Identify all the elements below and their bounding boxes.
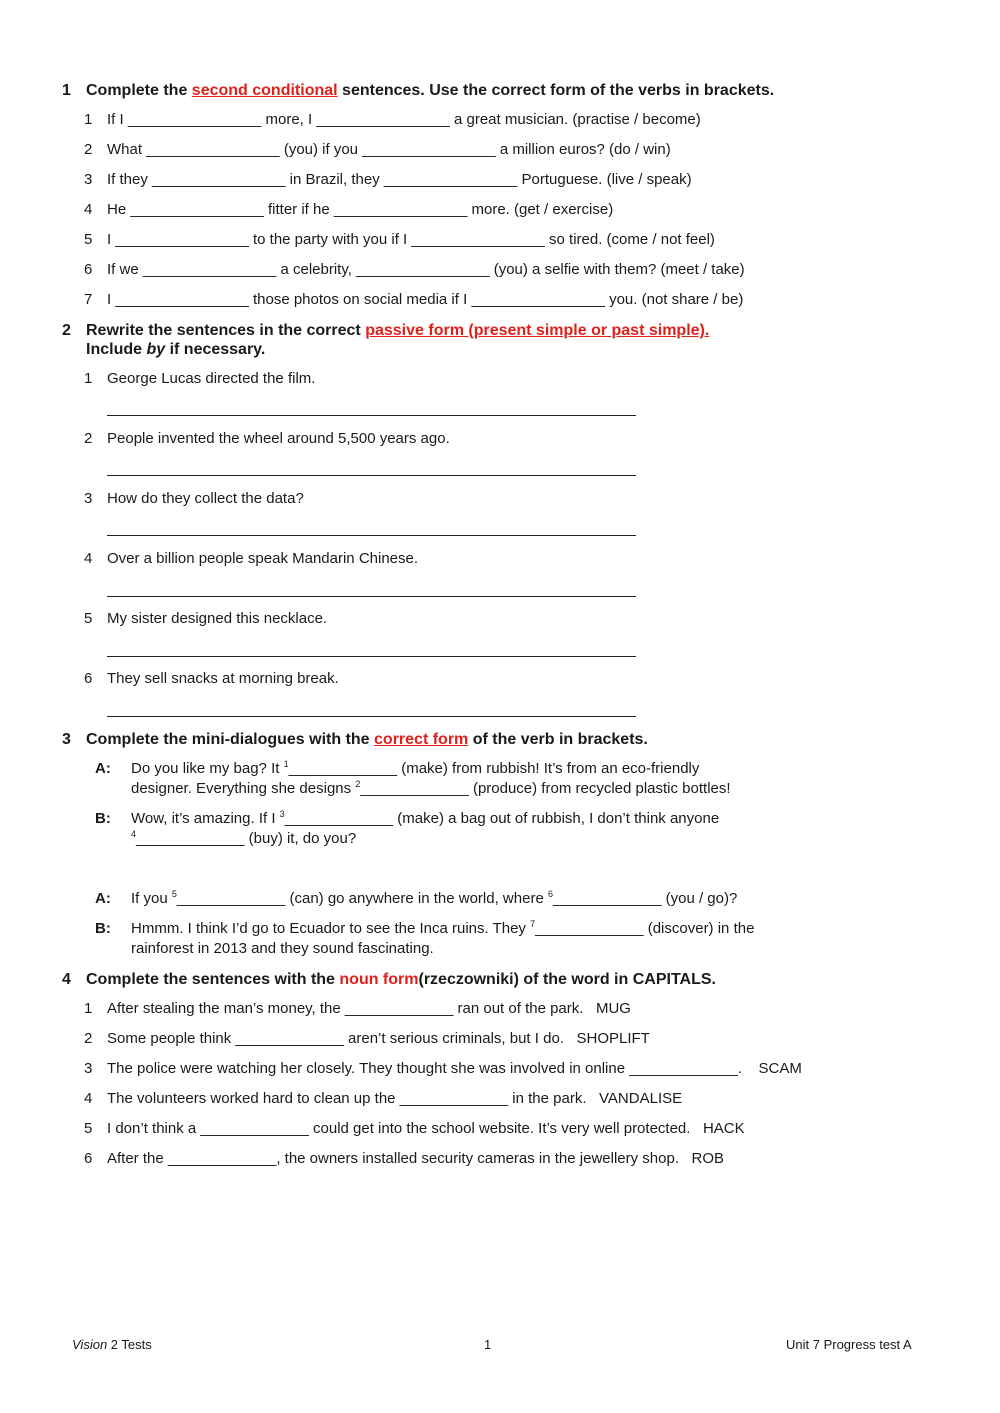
section-2-title [86, 322, 709, 340]
s4-item-text: After stealing the man’s money, the _____________ ran out of the park. [107, 1000, 584, 1017]
dialogue-line [131, 780, 731, 797]
s4-capital-word: SHOPLIFT [576, 1030, 650, 1047]
answer-line[interactable] [107, 656, 636, 657]
footer-series-name: Vision [72, 1337, 108, 1352]
dialogue-text: Hmmm. I think I’d go to Ecuador to see the Inca ruins. They [131, 920, 531, 937]
dialogue-text: _____________ (make) a bag out of rubbish, I don’t think anyone [284, 810, 720, 827]
dialogue-text: Do you like my bag? It [131, 760, 284, 777]
section-4-number: 4 [62, 971, 71, 988]
s4-item-text: The volunteers worked hard to clean up the _____________ in the park. [107, 1090, 587, 1107]
section-1-title [86, 82, 774, 100]
dialogue-line [131, 920, 754, 937]
section-1-number: 1 [62, 82, 71, 99]
dialogue-line [131, 810, 719, 827]
s4-item-number: 5 [84, 1120, 93, 1137]
gap-number: 2 [355, 779, 361, 789]
s2-item-number: 4 [84, 550, 93, 567]
section-2-title-highlight: passive form (present simple or past simple). [365, 322, 710, 339]
s2-item-text: They sell snacks at morning break. [107, 670, 339, 687]
s2-item-text: My sister designed this necklace. [107, 610, 328, 627]
dialogue-text: _____________ (buy) it, do you? [136, 830, 357, 847]
section-3-number: 3 [62, 731, 71, 748]
s4-capital-word: ROB [691, 1150, 725, 1167]
s2-item-text: People invented the wheel around 5,500 years ago. [107, 430, 450, 447]
answer-line[interactable] [107, 415, 636, 416]
dialogue-text: _____________ (you / go)? [552, 890, 738, 907]
s1-item-text: If they ________________ in Brazil, they ________________ Portuguese. (live / speak) [107, 171, 692, 188]
section-2-title-pre: Rewrite the sentences in the correct [86, 322, 366, 339]
footer-series-rest: 2 Tests [107, 1337, 152, 1352]
s2-item-text: Over a billion people speak Mandarin Chinese. [107, 550, 419, 567]
gap-number: 5 [171, 889, 177, 899]
dialogue-text: _____________ (make) from rubbish! It’s from an eco-friendly [288, 760, 700, 777]
section-1-title-post: sentences. Use the correct form of the verbs in brackets. [337, 82, 775, 99]
s2-item-text: How do they collect the data? [107, 490, 304, 507]
s1-item-number: 6 [84, 261, 93, 278]
dialogue-line: rainforest in 2013 and they sound fascinating. [131, 940, 434, 957]
s4-item [107, 1120, 745, 1137]
s2-item-number: 5 [84, 610, 93, 627]
s1-item-number: 2 [84, 141, 93, 158]
gap-number: 3 [279, 809, 285, 819]
section-1-title-pre: Complete the [86, 82, 192, 99]
section-2-title-line2-post: if necessary. [165, 341, 266, 358]
section-4-title-highlight: noun form [339, 971, 419, 988]
speaker-a-label: A: [95, 890, 111, 907]
dialogue-text: designer. Everything she designs [131, 780, 356, 797]
s1-item-number: 3 [84, 171, 93, 188]
s4-item [107, 1090, 682, 1107]
dialogue-text: _____________ (produce) from recycled plastic bottles! [360, 780, 731, 797]
s1-item-text: If we ________________ a celebrity, ________________ (you) a selfie with them? (meet / take) [107, 261, 745, 278]
dialogue-line [131, 760, 699, 777]
speaker-b-label: B: [95, 810, 111, 827]
section-3-title-highlight: correct form [374, 731, 469, 748]
s1-item-text: What ________________ (you) if you ________________ a million euros? (do / win) [107, 141, 671, 158]
s4-item-text: After the _____________, the owners installed security cameras in the jewellery shop. [107, 1150, 679, 1167]
section-3-title-pre: Complete the mini-dialogues with the [86, 731, 375, 748]
answer-line[interactable] [107, 535, 636, 536]
s4-item-text: The police were watching her closely. They thought she was involved in online _____________. [107, 1060, 742, 1077]
gap-number: 4 [131, 829, 137, 839]
s4-item-number: 2 [84, 1030, 93, 1047]
section-2-title-line2-pre: Include [86, 341, 147, 358]
gap-number: 7 [530, 919, 536, 929]
s2-item-text: George Lucas directed the film. [107, 370, 316, 387]
dialogue-text: _____________ (discover) in the [535, 920, 755, 937]
s1-item-number: 4 [84, 201, 93, 218]
s4-item-text: I don’t think a _____________ could get into the school website. It’s very well protected. [107, 1120, 691, 1137]
answer-line[interactable] [107, 475, 636, 476]
dialogue-line [131, 890, 737, 907]
s4-capital-word: MUG [595, 1000, 631, 1017]
section-1-title-highlight: second conditional [191, 82, 338, 99]
s4-item-number: 4 [84, 1090, 93, 1107]
section-3-title [86, 731, 648, 749]
answer-line[interactable] [107, 596, 636, 597]
answer-line[interactable] [107, 716, 636, 717]
s2-item-number: 1 [84, 370, 93, 387]
section-3-title-post: of the verb in brackets. [468, 731, 648, 748]
dialogue-text: _____________ (can) go anywhere in the world, where [176, 890, 548, 907]
speaker-b-label: B: [95, 920, 111, 937]
section-2-title-line2 [86, 341, 265, 359]
section-2-title-line2-em: by [146, 341, 166, 358]
s4-item [107, 1060, 802, 1077]
s4-capital-word: HACK [702, 1120, 745, 1137]
s1-item-number: 1 [84, 111, 93, 128]
section-4-title-post: (rzeczowniki) of the word in CAPITALS. [418, 971, 716, 988]
s4-item [107, 1030, 650, 1047]
s2-item-number: 2 [84, 430, 93, 447]
footer-left [72, 1337, 152, 1352]
s4-item-number: 3 [84, 1060, 93, 1077]
section-4-title-pre: Complete the sentences with the [86, 971, 340, 988]
s2-item-number: 3 [84, 490, 93, 507]
s4-item-number: 6 [84, 1150, 93, 1167]
s2-item-number: 6 [84, 670, 93, 687]
s1-item-text: He ________________ fitter if he ________________ more. (get / exercise) [107, 201, 614, 218]
s1-item-text: I ________________ those photos on social media if I ________________ you. (not share / be) [107, 291, 744, 308]
dialogue-text: If you [131, 890, 172, 907]
s1-item-number: 5 [84, 231, 93, 248]
dialogue-line [131, 830, 356, 847]
page-number: 1 [484, 1337, 492, 1352]
s4-item-text: Some people think _____________ aren’t serious criminals, but I do. [107, 1030, 564, 1047]
s4-capital-word: VANDALISE [599, 1090, 683, 1107]
gap-number: 6 [547, 889, 553, 899]
section-2-number: 2 [62, 322, 71, 339]
s1-item-text: If I ________________ more, I ________________ a great musician. (practise / become) [107, 111, 701, 128]
s1-item-text: I ________________ to the party with you if I ________________ so tired. (come / not feel) [107, 231, 715, 248]
speaker-a-label: A: [95, 760, 111, 777]
s4-capital-word: SCAM [758, 1060, 802, 1077]
section-4-title [86, 971, 716, 989]
s1-item-number: 7 [84, 291, 93, 308]
s4-item-number: 1 [84, 1000, 93, 1017]
s4-item [107, 1150, 724, 1167]
s4-item [107, 1000, 631, 1017]
footer-right: Unit 7 Progress test A [786, 1337, 912, 1352]
dialogue-text: Wow, it’s amazing. If I [131, 810, 280, 827]
gap-number: 1 [283, 759, 289, 769]
